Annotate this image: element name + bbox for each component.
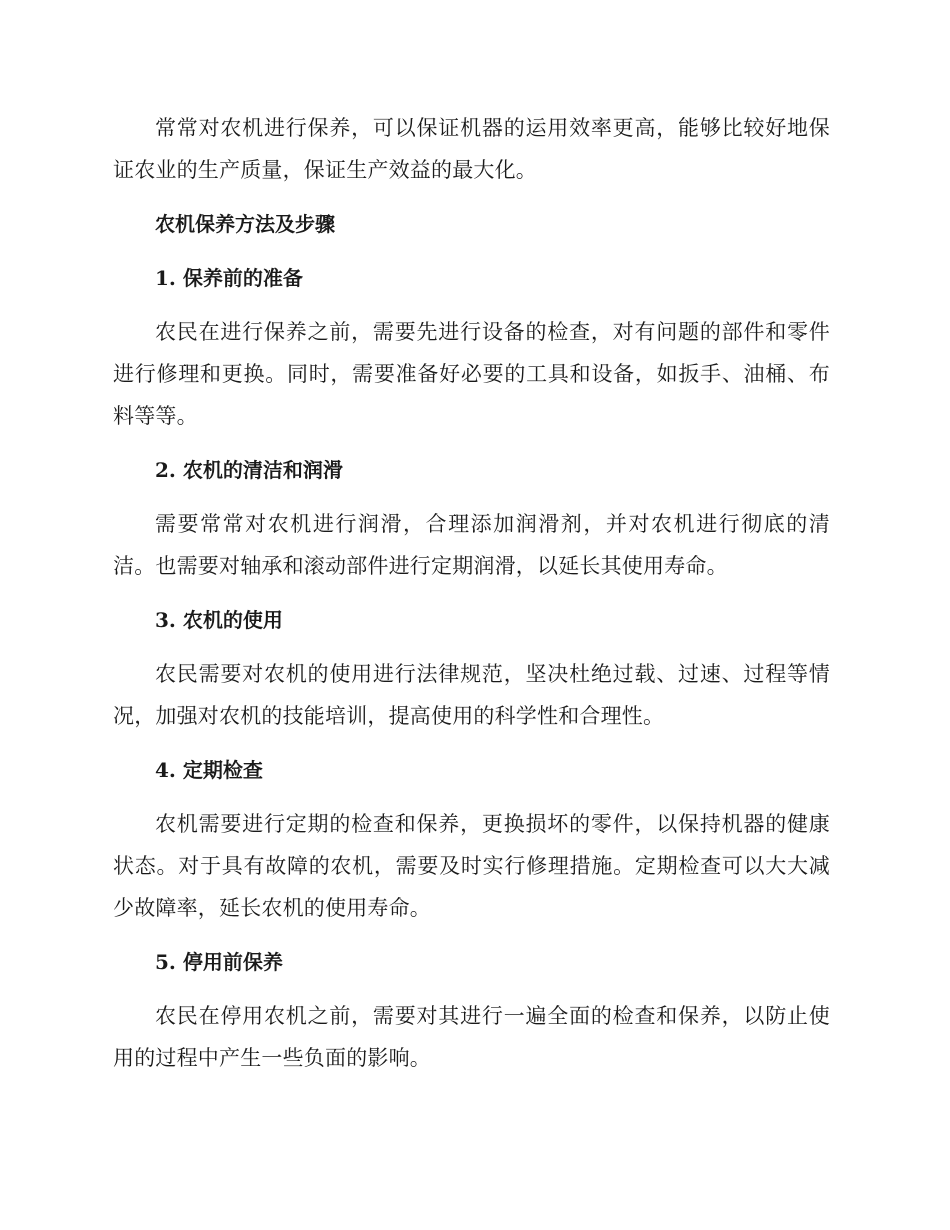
spacer [113,299,830,311]
section-5-body: 农民在停用农机之前，需要对其进行一遍全面的检查和保养，以防止使用的过程中产生一些负面的影响。 [113,1004,830,1070]
spacer [113,245,830,257]
section-1-body: 农民在进行保养之前，需要先进行设备的检查，对有问题的部件和零件进行修理和更换。同时，需要准备好必要的工具和设备，如扳手、油桶、布料等等。 [113,320,830,428]
spacer [113,929,830,941]
main-heading: 农机保养方法及步骤 [155,212,335,236]
spacer [113,437,830,449]
section-2-body: 需要常常对农机进行润滑，合理添加润滑剂，并对农机进行彻底的清洁。也需要对轴承和滚动部件进行定期润滑，以延长其使用寿命。 [113,512,830,578]
spacer [113,191,830,203]
spacer [113,983,830,995]
section-4-title: 4. 定期检查 [155,758,263,782]
section-4-body: 农机需要进行定期的检查和保养，更换损坏的零件，以保持机器的健康状态。对于具有故障的农机，需要及时实行修理措施。定期检查可以大大减少故障率，延长农机的使用寿命。 [113,812,830,920]
spacer [113,791,830,803]
spacer [113,587,830,599]
spacer [113,491,830,503]
spacer [113,737,830,749]
section-3-title: 3. 农机的使用 [155,608,283,632]
section-2-title: 2. 农机的清洁和润滑 [155,458,343,482]
spacer [113,641,830,653]
section-5-title: 5. 停用前保养 [155,950,283,974]
section-1-title: 1. 保养前的准备 [155,266,303,290]
section-3-body: 农民需要对农机的使用进行法律规范，坚决杜绝过载、过速、过程等情况，加强对农机的技能培训，提高使用的科学性和合理性。 [113,662,830,728]
document-page [113,107,830,1079]
intro-paragraph: 常常对农机进行保养，可以保证机器的运用效率更高，能够比较好地保证农业的生产质量，保证生产效益的最大化。 [113,116,830,182]
